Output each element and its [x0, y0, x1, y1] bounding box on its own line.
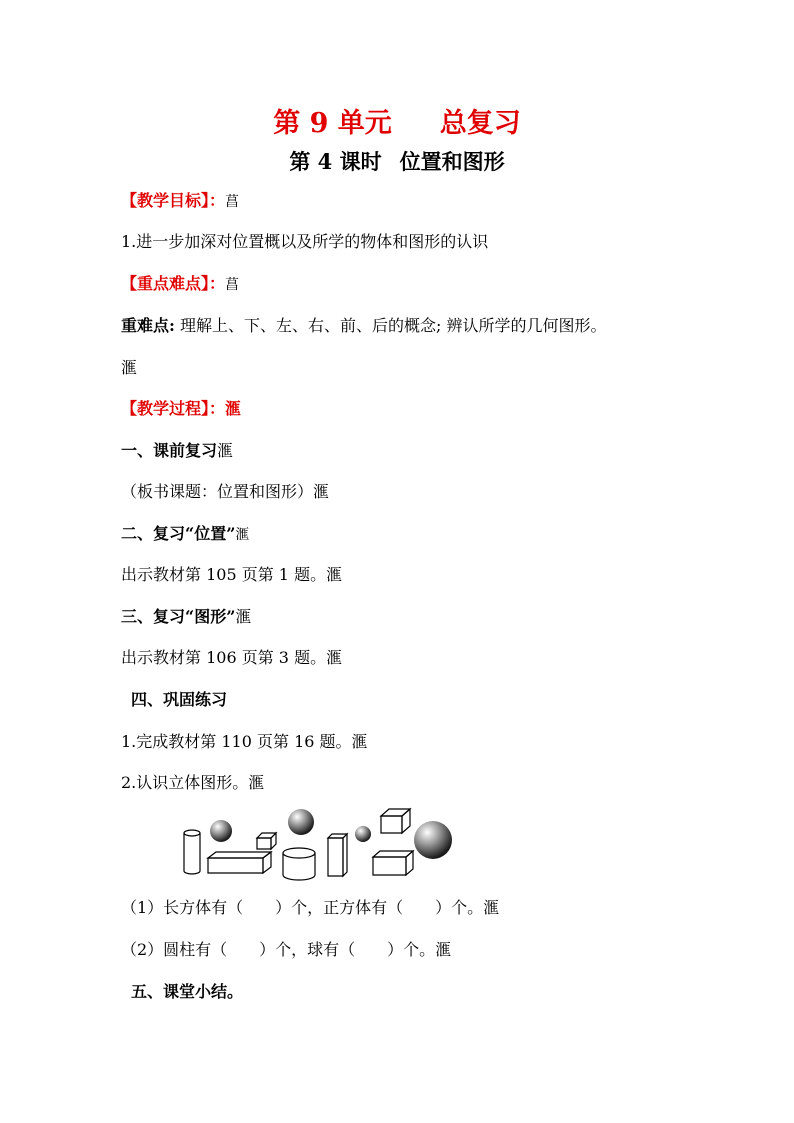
part3-heading: 三、复习“图形” — [121, 607, 236, 626]
question1: （1）长方体有（ ）个，正方体有（ ）个。 — [121, 898, 484, 917]
sphere-shape-4 — [414, 821, 452, 859]
goal-heading: 【教学目标】： — [121, 191, 226, 210]
part4-item2-mark: 滙 — [248, 773, 265, 792]
process-heading-line — [121, 398, 241, 420]
lesson-title — [0, 146, 794, 176]
cube-medium-shape — [381, 809, 410, 833]
part2-heading-line — [121, 523, 249, 546]
part3-mark: 滙 — [235, 607, 252, 626]
solid-shapes-figure — [175, 800, 465, 890]
part1-text-line — [121, 481, 329, 503]
cuboid-long-shape — [208, 852, 271, 873]
part3-heading-line — [121, 606, 251, 628]
key-mark-line: 滙 — [121, 358, 138, 377]
key-mark: 菖 — [225, 277, 240, 293]
sphere-shape-2 — [288, 809, 314, 835]
process-heading: 【教学过程】： — [121, 399, 226, 418]
part2-text: 出示教材第 105 页第 1 题。 — [121, 565, 327, 584]
part1-text-mark: 滙 — [313, 482, 330, 501]
unit-number: 第 9 单元 — [273, 108, 392, 139]
part1-heading: 一、课前复习 — [121, 441, 218, 460]
part2-text-line — [121, 564, 342, 586]
part4-item2: 2.认识立体图形。 — [121, 773, 249, 792]
cylinder-thin-shape — [184, 830, 200, 874]
part4-item1-line — [121, 731, 368, 753]
key-text-line — [121, 315, 607, 337]
question2-mark: 滙 — [435, 940, 452, 959]
part3-text: 出示教材第 106 页第 3 题。 — [121, 648, 327, 667]
process-mark: 滙 — [225, 399, 242, 418]
cuboid-flat-shape — [373, 851, 413, 875]
part1-text: （板书课题：位置和图形） — [121, 482, 314, 501]
key-label: 重难点: — [121, 316, 175, 335]
question1-mark: 滙 — [483, 898, 500, 917]
part3-text-line — [121, 647, 342, 669]
part1-heading-line — [121, 440, 233, 462]
unit-name: 总复习 — [439, 108, 521, 139]
part1-mark: 滙 — [217, 441, 234, 460]
unit-title — [0, 101, 794, 140]
part4-item2-line — [121, 772, 264, 794]
part2-heading: 二、复习“位置” — [121, 524, 236, 543]
part4-item1-mark: 滙 — [351, 732, 368, 751]
part2-mark: 滙 — [235, 527, 250, 543]
question2-line — [121, 939, 451, 961]
sphere-shape-1 — [210, 820, 232, 842]
question2: （2）圆柱有（ ）个，球有（ ）个。 — [121, 940, 436, 959]
part5-heading-text: 五、课堂小结。 — [131, 982, 244, 1001]
goal-heading-line — [121, 190, 239, 213]
lesson-name: 位置和图形 — [399, 149, 505, 174]
key-heading: 【重点难点】： — [121, 274, 226, 293]
cuboid-tall-shape — [328, 834, 347, 876]
key-text: 理解上、下、左、右、前、后的概念; 辨认所学的几何图形。 — [180, 316, 607, 335]
cylinder-big-shape — [283, 848, 315, 880]
part3-text-mark: 滙 — [326, 648, 343, 667]
question1-line — [121, 897, 499, 919]
sphere-shape-3 — [355, 826, 371, 842]
part2-text-mark: 滙 — [326, 565, 343, 584]
key-heading-line — [121, 273, 239, 296]
part4-heading-text: 四、巩固练习 — [131, 690, 228, 709]
cube-small-shape — [257, 833, 276, 849]
part5-heading — [131, 981, 243, 1003]
part4-item1: 1.完成教材第 110 页第 16 题。 — [121, 732, 352, 751]
part4-heading — [131, 689, 227, 711]
goal-item: 1.进一步加深对位置概以及所学的物体和图形的认识 — [121, 232, 489, 251]
lesson-number: 第 4 课时 — [289, 149, 382, 174]
goal-mark: 菖 — [225, 194, 240, 210]
